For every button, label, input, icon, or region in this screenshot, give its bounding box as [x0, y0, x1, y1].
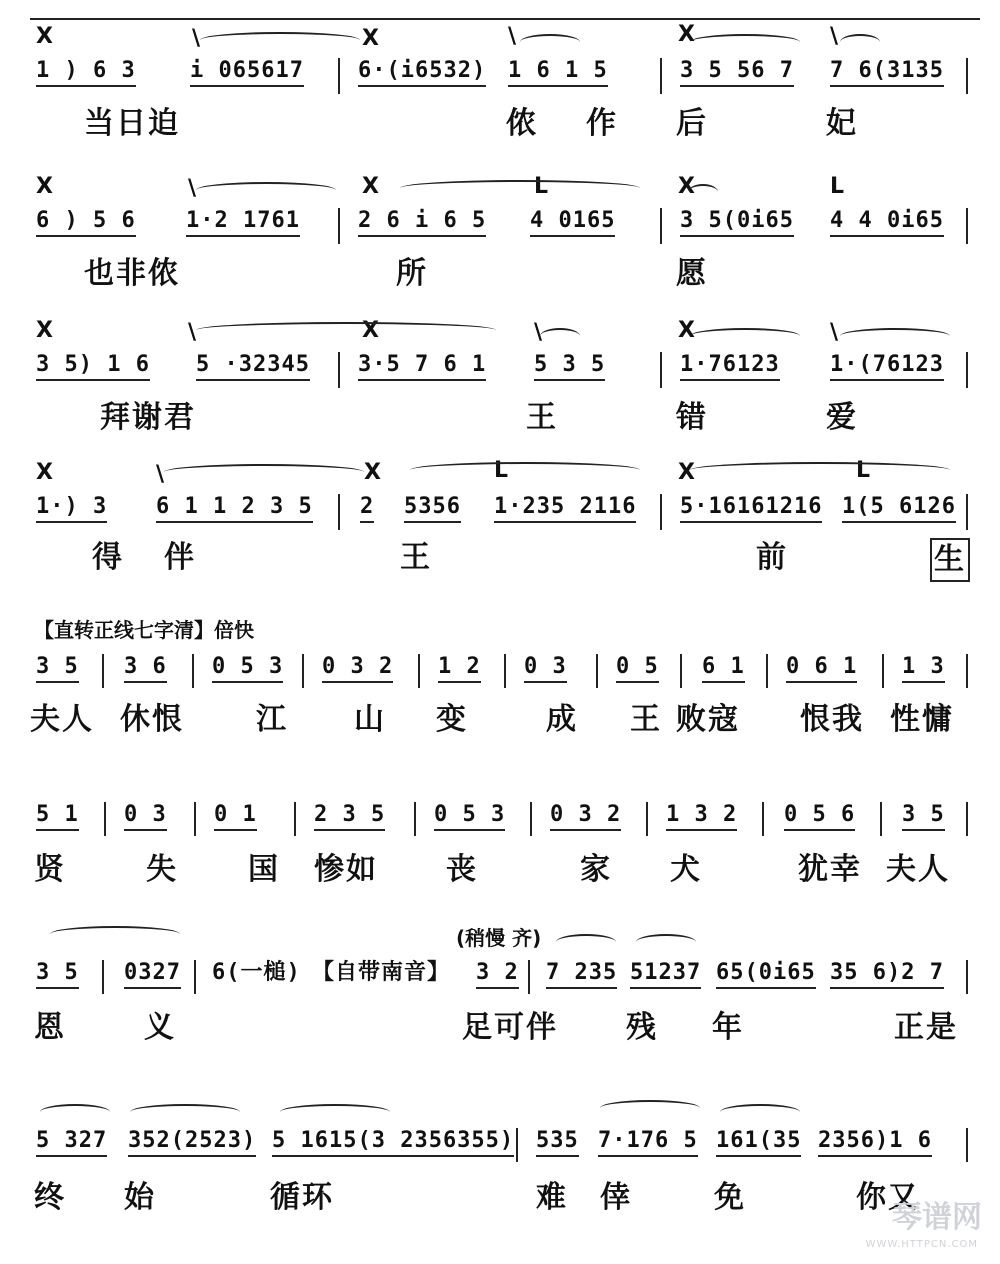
beat-mark: X: [36, 174, 53, 199]
bar-line: [530, 802, 532, 836]
lyric: 正是: [894, 1010, 958, 1045]
note-group: 3 5 56 7: [680, 58, 794, 87]
note-group: 3 5: [36, 654, 79, 683]
bar-line: [660, 494, 662, 530]
note-group: 6 ) 5 6: [36, 208, 136, 237]
section-header: 【直转正线七字清】倍快: [34, 618, 254, 642]
note-group: 51237: [630, 960, 701, 989]
lyric: 作: [586, 106, 618, 141]
note-group: 535: [536, 1128, 579, 1157]
slur: [40, 1104, 110, 1120]
note-group: 4 4 0i65: [830, 208, 944, 237]
beat-mark: X: [362, 26, 379, 51]
beat-mark: X: [36, 318, 53, 343]
slur: [130, 1104, 240, 1120]
note-group: 1 6 1 5: [508, 58, 608, 87]
lyric: 你又: [856, 1180, 920, 1215]
bar-line: [294, 802, 296, 836]
bar-line: [966, 352, 968, 388]
lyric: 义: [144, 1010, 176, 1045]
lyric: 难: [536, 1180, 568, 1215]
slur: [400, 180, 640, 196]
lyric: 丧: [446, 852, 478, 887]
bar-line: [680, 654, 682, 688]
lyric: 也非侬: [84, 256, 180, 291]
note-group: i 065617: [190, 58, 304, 87]
slur: [636, 934, 696, 950]
slur: [690, 328, 800, 344]
slur: [540, 328, 580, 344]
note-group: 1·76123: [680, 352, 780, 381]
note-group: 4 0165: [530, 208, 615, 237]
note-group: 3 6: [124, 654, 167, 683]
beat-mark: \: [188, 176, 197, 201]
note-group: 0 5 3: [434, 802, 505, 831]
bar-line: [102, 960, 104, 994]
note-group: 3·5 7 6 1: [358, 352, 486, 381]
note-group: 0 1: [214, 802, 257, 831]
lyric: 王: [400, 540, 432, 575]
note-group: 2 6 i 6 5: [358, 208, 486, 237]
lyric: 爱: [826, 400, 858, 435]
lyric: 休恨: [120, 702, 184, 737]
lyric: 恩: [34, 1010, 66, 1045]
bar-line: [966, 802, 968, 836]
note-group: 5 1: [36, 802, 79, 831]
note-group: 5 327: [36, 1128, 107, 1157]
lyric: 错: [676, 400, 708, 435]
lyric: 妃: [826, 106, 858, 141]
slur: [600, 1100, 700, 1116]
watermark-logo: 琴谱网: [892, 1200, 982, 1235]
bar-line: [646, 802, 648, 836]
slur: [690, 462, 950, 478]
note-group: 0 6 1: [786, 654, 857, 683]
bar-line: [966, 654, 968, 688]
bar-line: [596, 654, 598, 688]
lyric: 所: [396, 256, 428, 291]
bar-line: [418, 654, 420, 688]
bar-line: [966, 208, 968, 244]
beat-mark: \: [508, 24, 517, 49]
lyric: 恨我: [800, 702, 864, 737]
note-group: 1 3 2: [666, 802, 737, 831]
slur: [410, 462, 640, 478]
slur: [688, 184, 718, 200]
slur: [720, 1104, 800, 1120]
note-group: 5 3 5: [534, 352, 605, 381]
lyric: 侬: [506, 106, 538, 141]
lyric: 伴: [164, 540, 196, 575]
bar-line: [882, 654, 884, 688]
note-group: 7·176 5: [598, 1128, 698, 1157]
bar-line: [104, 802, 106, 836]
note-group: 6 1 1 2 3 5: [156, 494, 313, 523]
lyric: 犬: [670, 852, 702, 887]
lyric: 王: [526, 400, 558, 435]
note-group: 3 2: [476, 960, 519, 989]
lyric: 前: [756, 540, 788, 575]
bar-line: [966, 960, 968, 994]
lyric: 始: [124, 1180, 156, 1215]
note-group: 1·) 3: [36, 494, 107, 523]
lyric: 得: [92, 540, 124, 575]
slur: [840, 328, 950, 344]
note-group: 2: [360, 494, 374, 523]
lyric: 贤: [34, 852, 66, 887]
lyric: 足可伴: [462, 1010, 558, 1045]
bar-line: [192, 654, 194, 688]
slur: [200, 32, 360, 48]
note-group: 6 1: [702, 654, 745, 683]
lyric: 王: [630, 702, 662, 737]
note-group: 0 3: [524, 654, 567, 683]
lyric: 循环: [270, 1180, 334, 1215]
bar-line: [528, 960, 530, 994]
lyric: 夫人: [886, 852, 950, 887]
lyric: 变: [436, 702, 468, 737]
lyric: 国: [248, 852, 280, 887]
bar-line: [660, 352, 662, 388]
note-group: 1·(76123: [830, 352, 944, 381]
bar-line: [338, 494, 340, 530]
bar-line: [766, 654, 768, 688]
note-group: 352(2523): [128, 1128, 256, 1157]
bar-line: [966, 1128, 968, 1162]
lyric: 当日迫: [84, 106, 180, 141]
note-group: 1 ) 6 3: [36, 58, 136, 87]
beat-mark: L: [534, 174, 549, 199]
beat-mark: X: [678, 460, 695, 485]
beat-mark: X: [678, 318, 695, 343]
bar-line: [966, 494, 968, 530]
bar-line: [516, 1128, 518, 1162]
slur: [196, 322, 496, 338]
bar-line: [966, 58, 968, 94]
note-group: 7 6(3135: [830, 58, 944, 87]
bar-line: [194, 960, 196, 994]
beat-mark: \: [830, 320, 839, 345]
note-group: 35 6)2 7: [830, 960, 944, 989]
note-group: 5 1615(3 2356355): [272, 1128, 514, 1157]
beat-mark: L: [494, 458, 509, 483]
bar-line: [102, 654, 104, 688]
note-group: 2 3 5: [314, 802, 385, 831]
bar-line: [880, 802, 882, 836]
section-header: 【自带南音】: [312, 960, 451, 985]
note-group: 6(一槌): [212, 960, 301, 985]
note-group: 0 3 2: [322, 654, 393, 683]
note-group: 7 235: [546, 960, 617, 989]
lyric: 败寇: [676, 702, 740, 737]
beat-mark: X: [362, 174, 379, 199]
beat-mark: X: [364, 460, 381, 485]
bar-line: [504, 654, 506, 688]
beat-mark: \: [188, 320, 197, 345]
beat-mark: X: [678, 174, 695, 199]
beat-mark: \: [156, 462, 165, 487]
watermark-url: WWW.HTTPCN.COM: [865, 1239, 978, 1250]
lyric: 江: [256, 702, 288, 737]
note-group: 2356)1 6: [818, 1128, 932, 1157]
bar-line: [762, 802, 764, 836]
slur: [280, 1104, 390, 1120]
bar-line: [194, 802, 196, 836]
note-group: 0 5: [616, 654, 659, 683]
beat-mark: L: [830, 174, 845, 199]
bar-line: [660, 208, 662, 244]
beat-mark: \: [192, 26, 201, 51]
lyric: 年: [712, 1010, 744, 1045]
beat-mark: \: [534, 320, 543, 345]
note-group: 65(0i65: [716, 960, 816, 989]
slur: [520, 34, 580, 50]
lyric: 愿: [676, 256, 708, 291]
slur: [690, 34, 800, 50]
lyric: 成: [546, 702, 578, 737]
slur: [50, 926, 180, 942]
lyric: 倖: [600, 1180, 632, 1215]
note-group: 3 5) 1 6: [36, 352, 150, 381]
beat-mark: X: [36, 24, 53, 49]
lyric: 山: [354, 702, 386, 737]
role-marker: 生: [930, 538, 970, 582]
bar-line: [660, 58, 662, 94]
note-group: 1 3: [902, 654, 945, 683]
tempo-annotation: (稍慢 齐): [456, 926, 542, 950]
lyric: 残: [626, 1010, 658, 1045]
note-group: 0327: [124, 960, 181, 989]
note-group: 3 5: [36, 960, 79, 989]
bar-line: [338, 352, 340, 388]
beat-mark: X: [362, 318, 379, 343]
note-group: 3 5(0i65: [680, 208, 794, 237]
slur: [164, 464, 364, 480]
note-group: 6·(i6532): [358, 58, 486, 87]
note-group: 1(5 6126: [842, 494, 956, 523]
note-group: 1·2 1761: [186, 208, 300, 237]
lyric: 后: [676, 106, 708, 141]
bar-line: [414, 802, 416, 836]
note-group: 5356: [404, 494, 461, 523]
note-group: 0 5 3: [212, 654, 283, 683]
lyric: 夫人: [30, 702, 94, 737]
bar-line: [338, 58, 340, 94]
note-group: 5 ·32345: [196, 352, 310, 381]
lyric: 性慵: [890, 702, 954, 737]
note-group: 0 5 6: [784, 802, 855, 831]
beat-mark: X: [678, 22, 695, 47]
note-group: 0 3 2: [550, 802, 621, 831]
beat-mark: L: [856, 458, 871, 483]
slur: [196, 182, 336, 198]
note-group: 1 2: [438, 654, 481, 683]
lyric: 惨如: [314, 852, 378, 887]
lyric: 拜谢君: [100, 400, 196, 435]
lyric: 家: [580, 852, 612, 887]
beat-mark: \: [830, 24, 839, 49]
beat-mark: X: [36, 460, 53, 485]
lyric: 失: [146, 852, 178, 887]
bar-line: [338, 208, 340, 244]
lyric: 免: [714, 1180, 746, 1215]
lyric: 犹幸: [798, 852, 862, 887]
slur: [840, 34, 880, 50]
note-group: 161(35: [716, 1128, 801, 1157]
note-group: 5·16161216: [680, 494, 822, 523]
note-group: 1·235 2116: [494, 494, 636, 523]
bar-line: [302, 654, 304, 688]
lyric: 终: [34, 1180, 66, 1215]
note-group: 0 3: [124, 802, 167, 831]
note-group: 3 5: [902, 802, 945, 831]
slur: [556, 934, 616, 950]
